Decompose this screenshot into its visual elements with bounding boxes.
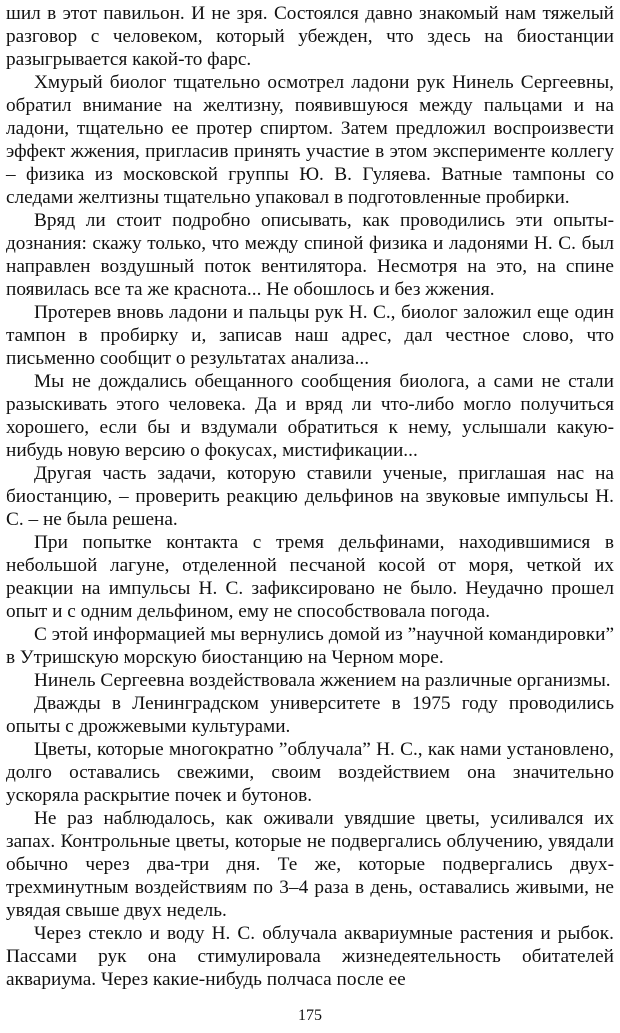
paragraph-11: Цветы, которые многократно ”облучала” Н. С., как нами установлено, долго оставались свежими, своим воздействием она значительно ускоряла раскрытие почек и бутонов. (6, 739, 614, 806)
paragraph-3: Вряд ли стоит подробно описывать, как проводились эти опыты-дознания: скажу только, что между спиной физика и ладонями Н. С. был направлен воздушный поток вентилятора. Несмотря на это, на спине появилась все та же краснота... Не обошлось и без жжения. (6, 210, 614, 300)
paragraph-5: Мы не дождались обещанного сообщения биолога, а сами не стали разыскивать этого человека. Да и вряд ли что-либо могло получиться хорошего, если бы и вздумали обратиться к нему, услышали какую-нибудь новую версию о фокусах, мистификации... (6, 371, 614, 461)
paragraph-8: С этой информацией мы вернулись домой из ”научной командировки” в Утришскую морскую биостанцию на Черном море. (6, 624, 614, 668)
paragraph-6: Другая часть задачи, которую ставили ученые, приглашая нас на биостанцию, – проверить реакцию дельфинов на звуковые импульсы Н. С. – не была решена. (6, 463, 614, 530)
paragraph-9: Нинель Сергеевна воздействовала жжением на различные организмы. (34, 670, 611, 691)
paragraph-2: Хмурый биолог тщательно осмотрел ладони рук Нинель Сергеевны, обратил внимание на желтизну, появившуюся между пальцами и на ладони, тщательно ее протер спиртом. Затем предложил воспроизвести эффект жжения, пригласив принять участие в этом эксперименте коллегу – физика из московской группы Ю. В. Гуляева. Ватные тампоны со следами желтизны тщательно упаковал в подготовленные пробирки. (6, 72, 614, 208)
paragraph-10: Дважды в Ленинградском университете в 1975 году проводились опыты с дрожжевыми культурами. (6, 693, 614, 737)
page-number: 175 (298, 1007, 322, 1024)
paragraph-12: Не раз наблюдалось, как оживали увядшие цветы, усиливался их запах. Контрольные цветы, которые не подвергались облучению, увядали обычно через два-три дня. Те же, которые подвергались двух-трехминутным воздействиям по 3–4 раза в день, оставались живыми, не увядая свыше двух недель. (6, 808, 614, 921)
paragraph-7: При попытке контакта с тремя дельфинами, находившимися в небольшой лагуне, отделенной песчаной косой от моря, четкой их реакции на импульсы Н. С. зафиксировано не было. Неудачно прошел опыт и с одним дельфином, ему не способствовала погода. (6, 532, 614, 622)
page-text (6, 2, 614, 991)
paragraph-13: Через стекло и воду Н. С. облучала аквариумные растения и рыбок. Пассами рук она стимулировала жизнедеятельность обитателей аквариума. Через какие-нибудь полчаса после ее (6, 923, 614, 990)
paragraph-4: Протерев вновь ладони и пальцы рук Н. С., биолог заложил еще один тампон в пробирку и, записав наш адрес, дал честное слово, что письменно сообщит о результатах анализа... (6, 302, 614, 369)
paragraph-1: шил в этот павильон. И не зря. Состоялся давно знакомый нам тяжелый разговор с человеком, который убежден, что здесь на биостанции разыгрывается какой-то фарс. (6, 3, 614, 70)
